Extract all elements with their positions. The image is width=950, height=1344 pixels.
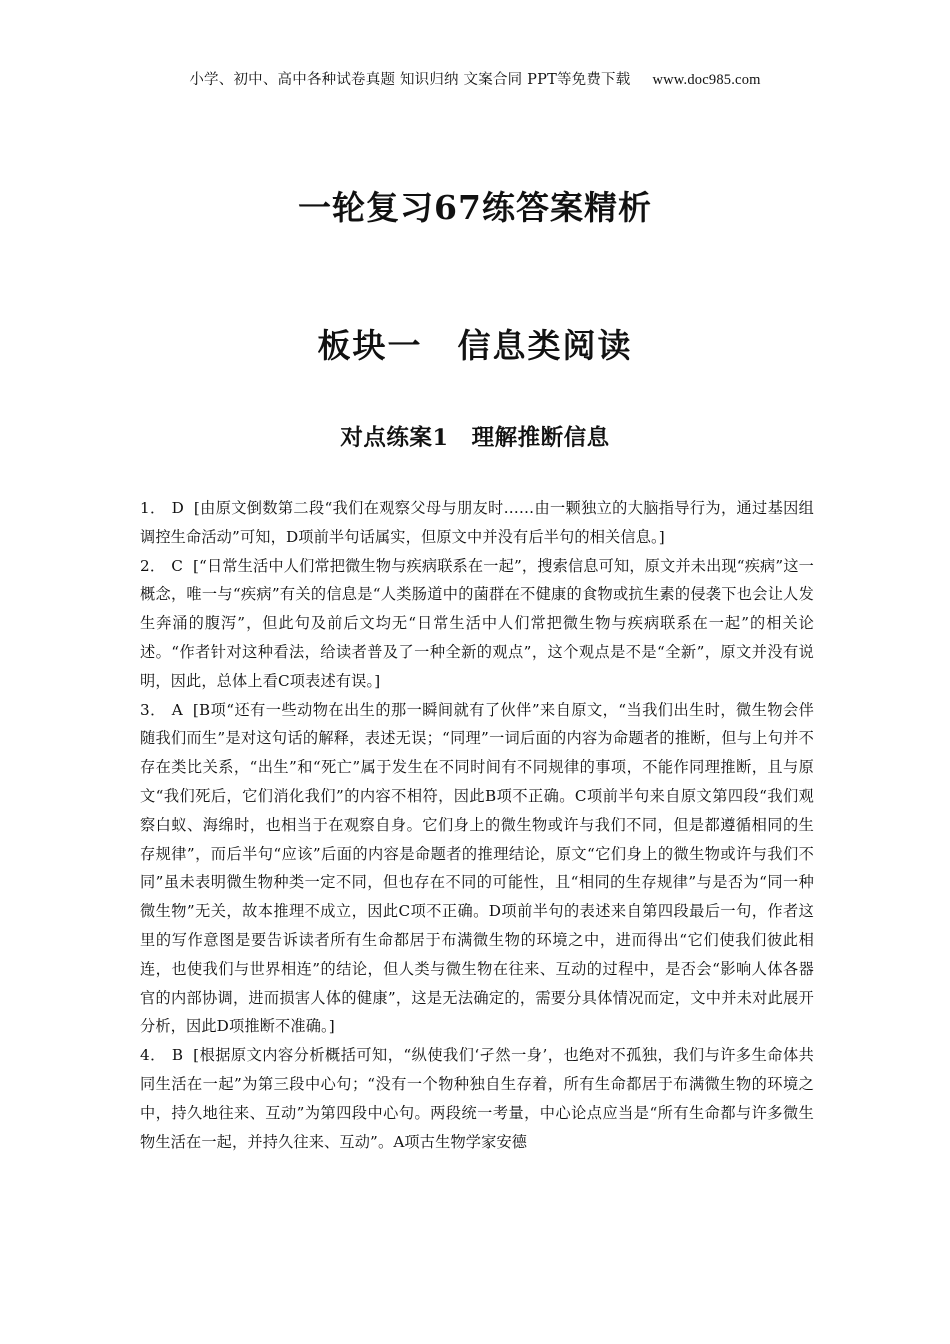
header-site-link[interactable]: www.doc985.com — [652, 72, 761, 88]
document-title: 一轮复习67练答案精析 — [298, 188, 652, 227]
answer-option: C — [171, 556, 183, 575]
page-header — [0, 68, 950, 89]
answer-option: D — [171, 499, 184, 517]
answer-explanation: [根据原文内容分析概括可知，“纵使我们‘孑然一身’，也绝对不孤独，我们与许多生命体共同生活在一起”为第三段中心句；“没有一个物种独自生存着，所有生命都居于布满微生物的环境之中，持久地往来、互动”为第四段中心句。两段统一考量，中心论点应当是“所有生命都与许多微生物生活在一起，并持久往来、互动”。A项古生物学家安德 — [140, 1046, 814, 1151]
answer-option: B — [171, 1046, 184, 1065]
answer-number: 1． — [140, 499, 166, 517]
answer-explanation: [由原文倒数第二段“我们在观察父母与朋友时……由一颗独立的大脑指导行为，通过基因组调控生命活动”可知，D项前半句话属实，但原文中并没有后半句的相关信息。] — [140, 499, 814, 546]
answer-option: A — [171, 700, 183, 719]
answer-item — [140, 1041, 814, 1156]
answer-explanation: [B项“还有一些动物在出生的那一瞬间就有了伙伴”来自原文，“当我们出生时，微生物会伴随我们而生”是对这句话的解释，表述无误；“同理”一词后面的内容为命题者的推断，但与上句并不存在类比关系，“出生”和“死亡”属于发生在不同时间有不同规律的事项，不能作同理推断，且与原文“我们死后，它们消化我们”的内容不相符，因此B项不正确。C项前半句来自原文第四段“我们观察白蚁、海绵时，也相当于在观察自身。它们身上的微生物或许与我们不同，但是都遵循相同的生存规律”，而后半句“应该”后面的内容是命题者的推理结论，原文“它们身上的微生物或许与我们不同”虽未表明微生物种类一定不同，但也存在不同的可能性，且“相同的生存规律”与是否为“同一种微生物”无关，故本推理不成立，因此C项不正确。D项前半句的表述来自第四段最后一句，作者这里的写作意图是要告诉读者所有生命都居于布满微生物的环境之中，进而得出“它们使我们彼此相连，也使我们与世界相连”的结论，但人类与微生物在往来、互动的过程中，是否会“影响人体各器官的内部协调，进而损害人体的健康”，这是无法确定的，需要分具体情况而定，文中并未对此展开分析，因此D项推断不准确。] — [140, 700, 814, 1036]
section-title: 板块一 信息类阅读 — [317, 326, 633, 365]
answer-explanation: [“日常生活中人们常把微生物与疾病联系在一起”，搜索信息可知，原文并未出现“疾病”这一概念，唯一与“疾病”有关的信息是“人类肠道中的菌群在不健康的食物或抗生素的侵袭下也会让人发生奔涌的腹泻”，但此句及前后文均无“日常生活中人们常把微生物与疾病联系在一起”的相关论述。“作者针对这种看法，给读者普及了一种全新的观点”，这个观点是不是“全新”，原文并没有说明，因此，总体上看C项表述有误。] — [140, 556, 815, 690]
answer-number: 4． — [140, 1046, 166, 1065]
header-text: 小学、初中、高中各种试卷真题 知识归纳 文案合同 PPT等免费下载 — [189, 72, 631, 88]
answer-item — [140, 696, 814, 1042]
exercise-subtitle: 对点练案1 理解推断信息 — [340, 425, 610, 451]
answer-number: 3． — [140, 700, 166, 719]
answer-number: 2． — [140, 556, 166, 575]
answer-item — [140, 552, 814, 696]
answer-list — [140, 494, 814, 1156]
answer-item — [140, 494, 814, 552]
